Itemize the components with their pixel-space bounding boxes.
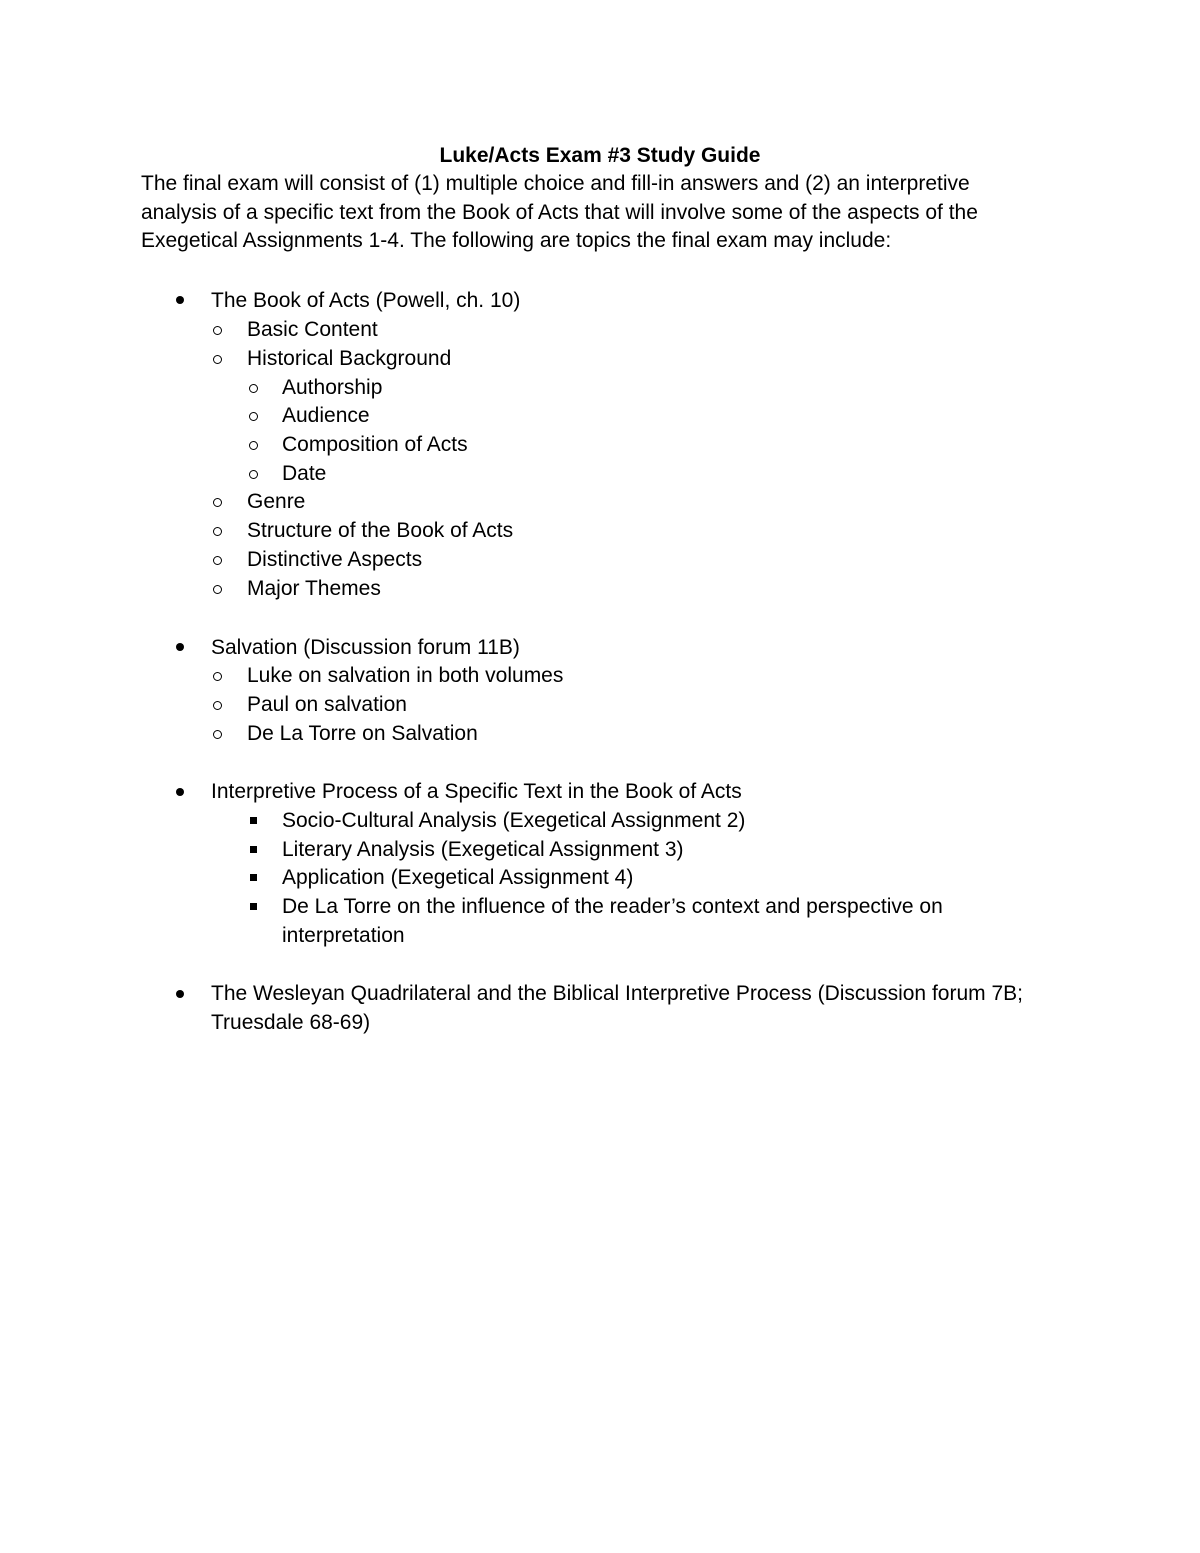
- circle-bullet-icon: [213, 527, 222, 536]
- list-item: Paul on salvation: [247, 693, 407, 716]
- circle-bullet-icon: [213, 585, 222, 594]
- square-bullet-icon: [250, 846, 257, 853]
- list-item: Composition of Acts: [282, 433, 468, 456]
- circle-bullet-icon: [249, 470, 258, 479]
- circle-bullet-icon: [213, 701, 222, 710]
- list-item: Application (Exegetical Assignment 4): [282, 866, 634, 889]
- circle-bullet-icon: [213, 355, 222, 364]
- circle-bullet-icon: [213, 672, 222, 681]
- list-item: Distinctive Aspects: [247, 548, 423, 571]
- bullet-icon: [176, 296, 184, 304]
- circle-bullet-icon: [249, 441, 258, 450]
- list-item: Literary Analysis (Exegetical Assignment 3): [282, 838, 684, 861]
- intro-paragraph: The final exam will consist of (1) multiple choice and fill-in answers and (2) an interpretive analysis of a specific text from the Book of Acts that will involve some of the aspects of the Exegetical Assignments 1-4. The following are topics the final exam may include:: [141, 172, 978, 253]
- circle-bullet-icon: [213, 556, 222, 565]
- square-bullet-icon: [250, 874, 257, 881]
- list-item: Structure of the Book of Acts: [247, 519, 514, 542]
- list-item: Basic Content: [247, 318, 378, 341]
- list-item: Major Themes: [247, 577, 381, 600]
- square-bullet-icon: [250, 817, 257, 824]
- list-item: Luke on salvation in both volumes: [247, 664, 564, 687]
- section-heading: Salvation (Discussion forum 11B): [211, 636, 520, 659]
- list-item: Genre: [247, 490, 306, 513]
- list-item: De La Torre on the influence of the reader’s context and perspective on: [282, 895, 943, 918]
- list-item: Authorship: [282, 376, 383, 399]
- section-heading: The Wesleyan Quadrilateral and the Biblical Interpretive Process (Discussion forum 7B;: [211, 982, 1023, 1005]
- bullet-icon: [176, 643, 184, 651]
- list-item-continuation: interpretation: [282, 924, 405, 947]
- square-bullet-icon: [250, 903, 257, 910]
- bullet-icon: [176, 788, 184, 796]
- circle-bullet-icon: [249, 412, 258, 421]
- list-item: Socio-Cultural Analysis (Exegetical Assignment 2): [282, 809, 746, 832]
- list-item: Date: [282, 462, 327, 485]
- circle-bullet-icon: [213, 326, 222, 335]
- circle-bullet-icon: [249, 384, 258, 393]
- section-heading-continuation: Truesdale 68-69): [211, 1011, 371, 1034]
- section-heading: The Book of Acts (Powell, ch. 10): [211, 289, 521, 312]
- list-item: Historical Background: [247, 347, 452, 370]
- bullet-icon: [176, 990, 184, 998]
- circle-bullet-icon: [213, 730, 222, 739]
- circle-bullet-icon: [213, 498, 222, 507]
- list-item: Audience: [282, 404, 370, 427]
- section-heading: Interpretive Process of a Specific Text in the Book of Acts: [211, 780, 742, 803]
- list-item: De La Torre on Salvation: [247, 722, 478, 745]
- document-title: Luke/Acts Exam #3 Study Guide: [439, 144, 761, 167]
